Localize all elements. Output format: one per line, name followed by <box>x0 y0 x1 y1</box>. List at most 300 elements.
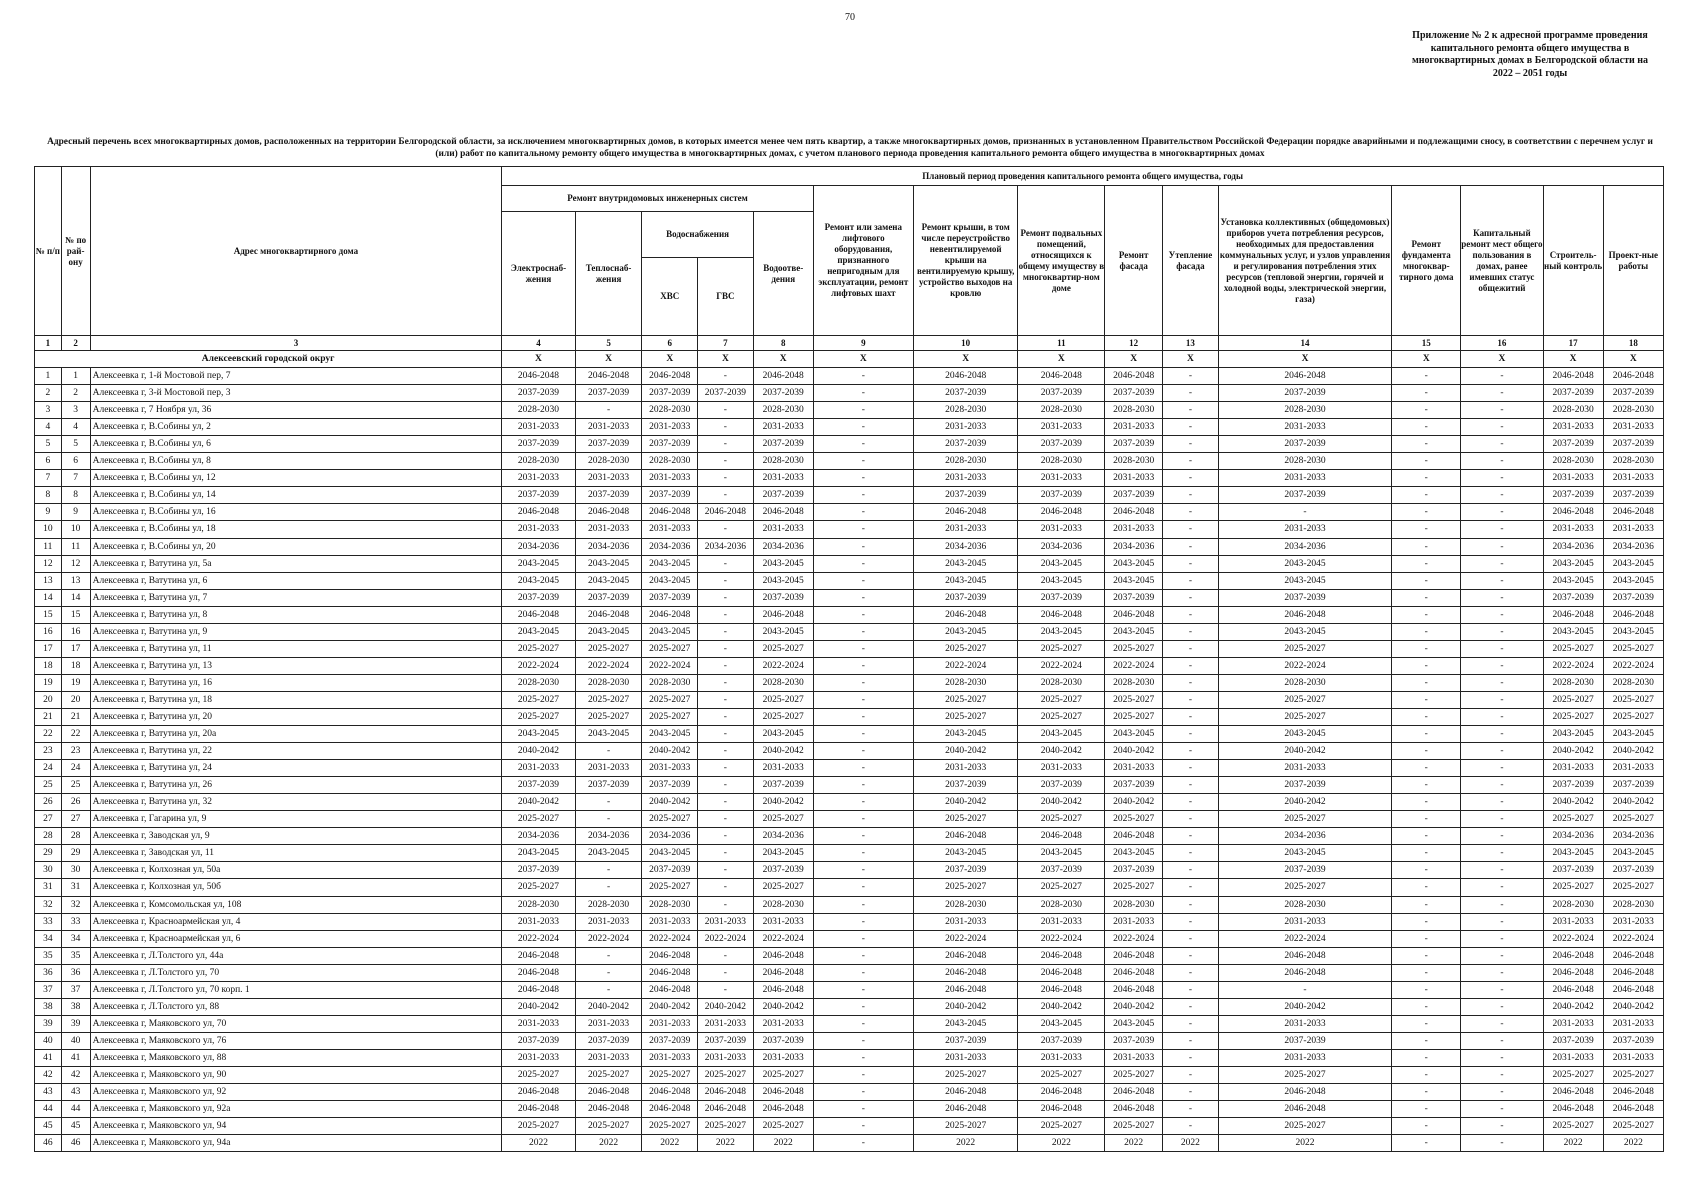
cell-cold-water: 2028-2030 <box>642 453 698 470</box>
cell-design: 2025-2027 <box>1603 708 1663 725</box>
cell-meters: 2031-2033 <box>1218 521 1392 538</box>
cell-heat: 2031-2033 <box>575 760 642 777</box>
cell-heat: 2031-2033 <box>575 470 642 487</box>
cell-hot-water: - <box>698 521 754 538</box>
cell-lift: - <box>813 674 913 691</box>
col-number: 10 <box>913 336 1018 351</box>
cell-control: 2037-2039 <box>1543 1032 1603 1049</box>
cell-lift: - <box>813 947 913 964</box>
cell-meters: 2046-2048 <box>1218 606 1392 623</box>
cell-insulation: - <box>1163 1049 1219 1066</box>
cell-lift: - <box>813 589 913 606</box>
cell-foundation: - <box>1392 981 1461 998</box>
cell-control: 2040-2042 <box>1543 794 1603 811</box>
cell-facade: 2043-2045 <box>1105 555 1163 572</box>
cell-foundation: - <box>1392 419 1461 436</box>
cell-control: 2031-2033 <box>1543 1049 1603 1066</box>
cell-electric: 2037-2039 <box>502 777 575 794</box>
col-number: 9 <box>813 336 913 351</box>
cell-electric: 2046-2048 <box>502 504 575 521</box>
row-address: Алексеевка г, Маяковского ул, 76 <box>90 1032 502 1049</box>
row-address: Алексеевка г, Гагарина ул, 9 <box>90 811 502 828</box>
row-district-number: 44 <box>61 1101 90 1118</box>
cell-insulation: - <box>1163 879 1219 896</box>
cell-dorm: - <box>1461 657 1543 674</box>
cell-facade: 2025-2027 <box>1105 640 1163 657</box>
cell-control: 2022 <box>1543 1135 1603 1152</box>
cell-dorm: - <box>1461 521 1543 538</box>
cell-roof: 2040-2042 <box>913 794 1018 811</box>
row-district-number: 35 <box>61 947 90 964</box>
table-row <box>35 828 1664 845</box>
row-number: 42 <box>35 1066 62 1083</box>
cell-meters: 2031-2033 <box>1218 913 1392 930</box>
cell-heat: 2043-2045 <box>575 845 642 862</box>
cell-hot-water: - <box>698 896 754 913</box>
cell-lift: - <box>813 1118 913 1135</box>
cell-design: 2043-2045 <box>1603 555 1663 572</box>
cell-cold-water: 2025-2027 <box>642 708 698 725</box>
cell-insulation: - <box>1163 811 1219 828</box>
cell-control: 2028-2030 <box>1543 674 1603 691</box>
cell-control: 2046-2048 <box>1543 368 1603 385</box>
row-district-number: 13 <box>61 572 90 589</box>
cell-sewage: 2040-2042 <box>753 743 813 760</box>
row-number: 3 <box>35 402 62 419</box>
table-row <box>35 913 1664 930</box>
cell-lift: - <box>813 981 913 998</box>
row-district-number: 30 <box>61 862 90 879</box>
cell-design: 2025-2027 <box>1603 1066 1663 1083</box>
cell-roof: 2028-2030 <box>913 402 1018 419</box>
cell-foundation: - <box>1392 794 1461 811</box>
row-address: Алексеевка г, Ватутина ул, 32 <box>90 794 502 811</box>
header-facade: Ремонт фасада <box>1105 186 1163 336</box>
cell-sewage: 2025-2027 <box>753 691 813 708</box>
cell-basement: 2028-2030 <box>1018 896 1105 913</box>
cell-hot-water: - <box>698 708 754 725</box>
cell-facade: 2025-2027 <box>1105 1066 1163 1083</box>
cell-control: 2028-2030 <box>1543 402 1603 419</box>
cell-dorm: - <box>1461 368 1543 385</box>
cell-hot-water: 2031-2033 <box>698 1049 754 1066</box>
row-district-number: 33 <box>61 913 90 930</box>
row-address: Алексеевка г, Колхозная ул, 50а <box>90 862 502 879</box>
cell-basement: 2046-2048 <box>1018 964 1105 981</box>
cell-hot-water: - <box>698 845 754 862</box>
cell-cold-water: 2037-2039 <box>642 589 698 606</box>
cell-design: 2046-2048 <box>1603 947 1663 964</box>
table-row <box>35 1135 1664 1152</box>
table-row <box>35 708 1664 725</box>
cell-basement: 2037-2039 <box>1018 777 1105 794</box>
cell-hot-water: - <box>698 453 754 470</box>
cell-control: 2040-2042 <box>1543 743 1603 760</box>
row-number: 31 <box>35 879 62 896</box>
cell-heat: 2031-2033 <box>575 1015 642 1032</box>
cell-facade: 2037-2039 <box>1105 436 1163 453</box>
cell-hot-water: - <box>698 981 754 998</box>
header-design: Проект-ные работы <box>1603 186 1663 336</box>
cell-cold-water: 2037-2039 <box>642 862 698 879</box>
table-row <box>35 1084 1664 1101</box>
cell-foundation: - <box>1392 521 1461 538</box>
document-title: Адресный перечень всех многоквартирных домов, расположенных на территории Белгородской области, за исключением многоквартирных домов, в которых имеется менее чем пять квартир, а также многоквартирных домов, признанных в установленном Правительством Российской Федерации порядке аварийными и подлежащими сносу, в соответствии с перечнем услуг и (или) работ по капитальному ремонту общего имущества в многоквартирных домах, с учетом планового периода проведения капитального ремонта общего имущества в многоквартирных домах <box>47 137 1653 159</box>
cell-meters: 2028-2030 <box>1218 402 1392 419</box>
cell-roof: 2037-2039 <box>913 862 1018 879</box>
row-address: Алексеевка г, Ватутина ул, 26 <box>90 777 502 794</box>
cell-meters: 2043-2045 <box>1218 572 1392 589</box>
cell-basement: 2043-2045 <box>1018 623 1105 640</box>
cell-meters: 2034-2036 <box>1218 828 1392 845</box>
cell-hot-water: - <box>698 879 754 896</box>
cell-dorm: - <box>1461 1101 1543 1118</box>
cell-meters: 2031-2033 <box>1218 1015 1392 1032</box>
cell-roof: 2022 <box>913 1135 1018 1152</box>
cell-roof: 2037-2039 <box>913 1032 1018 1049</box>
cell-meters: 2037-2039 <box>1218 862 1392 879</box>
cell-basement: 2037-2039 <box>1018 436 1105 453</box>
cell-heat: - <box>575 811 642 828</box>
page-number: 70 <box>845 12 855 23</box>
cell-design: 2037-2039 <box>1603 487 1663 504</box>
cell-roof: 2037-2039 <box>913 487 1018 504</box>
cell-heat: 2022-2024 <box>575 930 642 947</box>
cell-lift: - <box>813 913 913 930</box>
row-number: 16 <box>35 623 62 640</box>
header-electric: Электроснаб-жения <box>502 212 575 336</box>
cell-foundation: - <box>1392 777 1461 794</box>
cell-heat: 2031-2033 <box>575 913 642 930</box>
cell-roof: 2040-2042 <box>913 743 1018 760</box>
cell-insulation: - <box>1163 708 1219 725</box>
row-address: Алексеевка г, Колхозная ул, 50б <box>90 879 502 896</box>
cell-lift: - <box>813 828 913 845</box>
row-district-number: 34 <box>61 930 90 947</box>
row-district-number: 23 <box>61 743 90 760</box>
cell-roof: 2046-2048 <box>913 828 1018 845</box>
cell-lift: - <box>813 402 913 419</box>
header-cold-water: ХВС <box>642 258 698 336</box>
cell-design: 2031-2033 <box>1603 521 1663 538</box>
cell-electric: 2046-2048 <box>502 606 575 623</box>
table-row <box>35 623 1664 640</box>
cell-facade: 2025-2027 <box>1105 691 1163 708</box>
row-district-number: 29 <box>61 845 90 862</box>
cell-facade: 2043-2045 <box>1105 1015 1163 1032</box>
row-district-number: 39 <box>61 1015 90 1032</box>
table-row <box>35 726 1664 743</box>
district-mark: Х <box>502 351 575 368</box>
cell-hot-water: - <box>698 402 754 419</box>
cell-basement: 2025-2027 <box>1018 640 1105 657</box>
cell-basement: 2028-2030 <box>1018 453 1105 470</box>
cell-roof: 2046-2048 <box>913 368 1018 385</box>
row-number: 23 <box>35 743 62 760</box>
cell-cold-water: 2022-2024 <box>642 930 698 947</box>
cell-foundation: - <box>1392 589 1461 606</box>
row-address: Алексеевка г, Л.Толстого ул, 70 <box>90 964 502 981</box>
row-address: Алексеевка г, 1-й Мостовой пер, 7 <box>90 368 502 385</box>
cell-heat: 2025-2027 <box>575 640 642 657</box>
district-mark: Х <box>1105 351 1163 368</box>
cell-cold-water: 2040-2042 <box>642 794 698 811</box>
cell-facade: 2028-2030 <box>1105 453 1163 470</box>
cell-electric: 2028-2030 <box>502 674 575 691</box>
cell-basement: 2046-2048 <box>1018 1084 1105 1101</box>
cell-cold-water: 2034-2036 <box>642 538 698 555</box>
cell-electric: 2022 <box>502 1135 575 1152</box>
cell-lift: - <box>813 521 913 538</box>
cell-sewage: 2025-2027 <box>753 708 813 725</box>
cell-cold-water: 2046-2048 <box>642 1084 698 1101</box>
header-insulation: Утепление фасада <box>1163 186 1219 336</box>
cell-dorm: - <box>1461 589 1543 606</box>
row-district-number: 28 <box>61 828 90 845</box>
cell-lift: - <box>813 419 913 436</box>
cell-sewage: 2034-2036 <box>753 828 813 845</box>
row-address: Алексеевка г, В.Собины ул, 14 <box>90 487 502 504</box>
cell-meters: 2040-2042 <box>1218 794 1392 811</box>
cell-lift: - <box>813 691 913 708</box>
district-mark: Х <box>642 351 698 368</box>
district-mark: Х <box>698 351 754 368</box>
cell-meters: 2040-2042 <box>1218 743 1392 760</box>
cell-hot-water: - <box>698 436 754 453</box>
row-number: 10 <box>35 521 62 538</box>
row-district-number: 32 <box>61 896 90 913</box>
cell-facade: 2031-2033 <box>1105 913 1163 930</box>
cell-basement: 2046-2048 <box>1018 947 1105 964</box>
cell-facade: 2046-2048 <box>1105 606 1163 623</box>
cell-insulation: - <box>1163 504 1219 521</box>
col-number: 5 <box>575 336 642 351</box>
cell-design: 2043-2045 <box>1603 623 1663 640</box>
cell-insulation: - <box>1163 1118 1219 1135</box>
district-row <box>35 351 1664 368</box>
cell-hot-water: 2022 <box>698 1135 754 1152</box>
cell-facade: 2022 <box>1105 1135 1163 1152</box>
cell-sewage: 2028-2030 <box>753 674 813 691</box>
cell-cold-water: 2046-2048 <box>642 947 698 964</box>
cell-design: 2046-2048 <box>1603 981 1663 998</box>
cell-basement: 2037-2039 <box>1018 862 1105 879</box>
cell-design: 2043-2045 <box>1603 845 1663 862</box>
cell-lift: - <box>813 504 913 521</box>
cell-roof: 2043-2045 <box>913 845 1018 862</box>
cell-design: 2046-2048 <box>1603 368 1663 385</box>
cell-cold-water: 2025-2027 <box>642 811 698 828</box>
cell-design: 2025-2027 <box>1603 640 1663 657</box>
table-row <box>35 760 1664 777</box>
cell-roof: 2031-2033 <box>913 913 1018 930</box>
cell-basement: 2046-2048 <box>1018 981 1105 998</box>
row-number: 29 <box>35 845 62 862</box>
header-num-district: № по рай-ону <box>61 167 90 336</box>
cell-hot-water: - <box>698 777 754 794</box>
cell-dorm: - <box>1461 981 1543 998</box>
cell-foundation: - <box>1392 623 1461 640</box>
cell-roof: 2028-2030 <box>913 453 1018 470</box>
cell-lift: - <box>813 743 913 760</box>
row-address: Алексеевка г, В.Собины ул, 16 <box>90 504 502 521</box>
cell-sewage: 2046-2048 <box>753 964 813 981</box>
cell-control: 2031-2033 <box>1543 470 1603 487</box>
cell-basement: 2040-2042 <box>1018 743 1105 760</box>
cell-hot-water: - <box>698 811 754 828</box>
cell-design: 2028-2030 <box>1603 674 1663 691</box>
col-number: 14 <box>1218 336 1392 351</box>
cell-control: 2046-2048 <box>1543 947 1603 964</box>
cell-meters: 2037-2039 <box>1218 436 1392 453</box>
cell-control: 2031-2033 <box>1543 1015 1603 1032</box>
cell-design: 2037-2039 <box>1603 385 1663 402</box>
district-mark: Х <box>1461 351 1543 368</box>
cell-insulation: - <box>1163 538 1219 555</box>
cell-foundation: - <box>1392 1084 1461 1101</box>
cell-electric: 2028-2030 <box>502 402 575 419</box>
cell-lift: - <box>813 1101 913 1118</box>
cell-lift: - <box>813 964 913 981</box>
cell-insulation: - <box>1163 794 1219 811</box>
cell-heat: 2046-2048 <box>575 1084 642 1101</box>
cell-electric: 2022-2024 <box>502 930 575 947</box>
cell-electric: 2025-2027 <box>502 708 575 725</box>
table-row <box>35 1101 1664 1118</box>
row-district-number: 37 <box>61 981 90 998</box>
cell-heat: 2046-2048 <box>575 504 642 521</box>
cell-dorm: - <box>1461 691 1543 708</box>
cell-sewage: 2043-2045 <box>753 555 813 572</box>
col-number: 1 <box>35 336 62 351</box>
cell-basement: 2025-2027 <box>1018 1118 1105 1135</box>
table-row <box>35 572 1664 589</box>
cell-dorm: - <box>1461 436 1543 453</box>
cell-heat: 2043-2045 <box>575 572 642 589</box>
cell-heat: 2037-2039 <box>575 487 642 504</box>
cell-sewage: 2043-2045 <box>753 845 813 862</box>
table-row <box>35 504 1664 521</box>
cell-design: 2031-2033 <box>1603 760 1663 777</box>
cell-cold-water: 2046-2048 <box>642 964 698 981</box>
cell-insulation: 2022 <box>1163 1135 1219 1152</box>
cell-hot-water: - <box>698 691 754 708</box>
cell-electric: 2031-2033 <box>502 419 575 436</box>
cell-dorm: - <box>1461 777 1543 794</box>
row-district-number: 22 <box>61 726 90 743</box>
cell-sewage: 2046-2048 <box>753 1101 813 1118</box>
cell-hot-water: 2031-2033 <box>698 1015 754 1032</box>
cell-cold-water: 2046-2048 <box>642 981 698 998</box>
cell-dorm: - <box>1461 930 1543 947</box>
row-number: 21 <box>35 708 62 725</box>
district-mark: Х <box>1163 351 1219 368</box>
cell-hot-water: 2046-2048 <box>698 504 754 521</box>
table-row <box>35 947 1664 964</box>
cell-roof: 2046-2048 <box>913 964 1018 981</box>
table-row <box>35 368 1664 385</box>
row-number: 7 <box>35 470 62 487</box>
cell-foundation: - <box>1392 691 1461 708</box>
cell-design: 2037-2039 <box>1603 1032 1663 1049</box>
row-address: Алексеевка г, Маяковского ул, 94а <box>90 1135 502 1152</box>
cell-electric: 2043-2045 <box>502 555 575 572</box>
row-address: Алексеевка г, Красноармейская ул, 4 <box>90 913 502 930</box>
col-number: 15 <box>1392 336 1461 351</box>
cell-dorm: - <box>1461 708 1543 725</box>
cell-electric: 2046-2048 <box>502 981 575 998</box>
cell-roof: 2025-2027 <box>913 879 1018 896</box>
cell-lift: - <box>813 998 913 1015</box>
cell-cold-water: 2046-2048 <box>642 606 698 623</box>
cell-cold-water: 2031-2033 <box>642 1015 698 1032</box>
cell-foundation: - <box>1392 862 1461 879</box>
cell-cold-water: 2028-2030 <box>642 674 698 691</box>
cell-dorm: - <box>1461 402 1543 419</box>
cell-sewage: 2043-2045 <box>753 623 813 640</box>
cell-foundation: - <box>1392 811 1461 828</box>
row-number: 12 <box>35 555 62 572</box>
cell-design: 2046-2048 <box>1603 1101 1663 1118</box>
header-heat: Теплоснаб-жения <box>575 212 642 336</box>
cell-control: 2028-2030 <box>1543 896 1603 913</box>
cell-electric: 2031-2033 <box>502 521 575 538</box>
cell-facade: 2046-2048 <box>1105 1101 1163 1118</box>
district-mark: Х <box>1218 351 1392 368</box>
row-district-number: 10 <box>61 521 90 538</box>
cell-foundation: - <box>1392 879 1461 896</box>
row-number: 35 <box>35 947 62 964</box>
cell-hot-water: 2034-2036 <box>698 538 754 555</box>
table-row <box>35 470 1664 487</box>
row-number: 5 <box>35 436 62 453</box>
cell-basement: 2043-2045 <box>1018 1015 1105 1032</box>
table-row <box>35 555 1664 572</box>
cell-dorm: - <box>1461 794 1543 811</box>
cell-heat: 2034-2036 <box>575 538 642 555</box>
cell-dorm: - <box>1461 879 1543 896</box>
cell-hot-water: - <box>698 606 754 623</box>
cell-design: 2037-2039 <box>1603 436 1663 453</box>
cell-hot-water: 2037-2039 <box>698 1032 754 1049</box>
cell-foundation: - <box>1392 402 1461 419</box>
cell-roof: 2043-2045 <box>913 572 1018 589</box>
cell-lift: - <box>813 726 913 743</box>
cell-insulation: - <box>1163 640 1219 657</box>
row-address: Алексеевка г, Ватутина ул, 18 <box>90 691 502 708</box>
cell-design: 2043-2045 <box>1603 572 1663 589</box>
row-address: Алексеевка г, Комсомольская ул, 108 <box>90 896 502 913</box>
cell-sewage: 2043-2045 <box>753 726 813 743</box>
cell-sewage: 2037-2039 <box>753 487 813 504</box>
row-district-number: 40 <box>61 1032 90 1049</box>
cell-sewage: 2046-2048 <box>753 1084 813 1101</box>
col-number: 2 <box>61 336 90 351</box>
cell-cold-water: 2028-2030 <box>642 402 698 419</box>
cell-meters: 2046-2048 <box>1218 964 1392 981</box>
cell-lift: - <box>813 385 913 402</box>
table-row <box>35 691 1664 708</box>
cell-electric: 2046-2048 <box>502 368 575 385</box>
cell-cold-water: 2046-2048 <box>642 368 698 385</box>
cell-foundation: - <box>1392 538 1461 555</box>
cell-heat: 2046-2048 <box>575 606 642 623</box>
cell-meters: 2028-2030 <box>1218 896 1392 913</box>
cell-hot-water: - <box>698 419 754 436</box>
cell-hot-water: - <box>698 794 754 811</box>
row-number: 33 <box>35 913 62 930</box>
cell-dorm: - <box>1461 998 1543 1015</box>
